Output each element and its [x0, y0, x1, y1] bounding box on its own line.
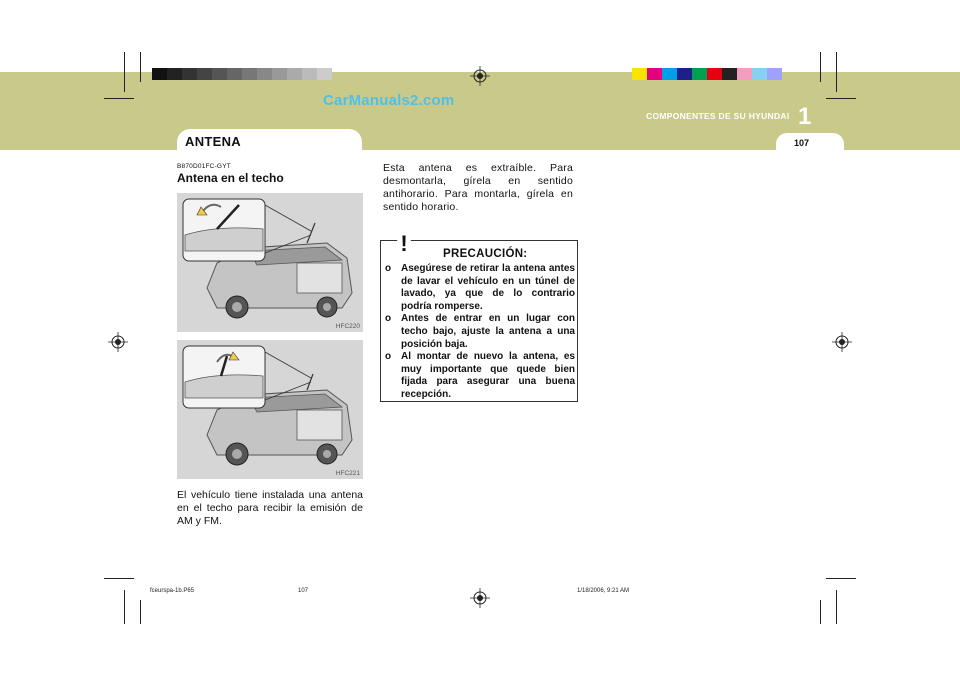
- chapter-title: COMPONENTES DE SU HYUNDAI: [646, 111, 790, 121]
- swatch: [242, 68, 257, 80]
- swatch: [182, 68, 197, 80]
- right-paragraph: Esta antena es extraíble. Para desmontarla, gírela en sentido antihorario. Para montarla, gírela en sentido horario.: [383, 162, 573, 213]
- swatch: [722, 68, 737, 80]
- car-illustration-icon: [177, 193, 363, 332]
- crop-mark: [836, 52, 837, 92]
- color-calibration-strip: [632, 68, 782, 80]
- caution-item-text: Al montar de nuevo la antena, es muy importante que quede bien fijada para asegurar una buena recepción.: [401, 351, 575, 400]
- swatch: [167, 68, 182, 80]
- bullet: o: [385, 313, 392, 325]
- caution-box: [380, 231, 578, 402]
- crop-mark: [104, 578, 134, 579]
- crop-mark: [124, 590, 125, 624]
- swatch: [662, 68, 677, 80]
- caution-item: [385, 313, 575, 351]
- caution-list: [385, 263, 575, 402]
- caution-item-text: Asegúrese de retirar la antena antes de lavar el vehículo en un túnel de lavado, ya que de lo contrario podría romperse.: [401, 263, 575, 312]
- left-paragraph: El vehículo tiene instalada una antena en el techo para recibir la emisión de AM y FM.: [177, 489, 363, 527]
- subsection-code: B870D01FC-GYT: [177, 163, 231, 170]
- swatch: [317, 68, 332, 80]
- swatch: [752, 68, 767, 80]
- caution-item: [385, 263, 575, 313]
- swatch: [707, 68, 722, 80]
- swatch: [647, 68, 662, 80]
- swatch: [152, 68, 167, 80]
- swatch: [257, 68, 272, 80]
- crop-mark: [836, 590, 837, 624]
- swatch: [272, 68, 287, 80]
- subsection-heading: Antena en el techo: [177, 171, 284, 185]
- car-illustration-icon: [177, 340, 363, 479]
- figure-antenna-removed: [177, 193, 363, 332]
- swatch: [632, 68, 647, 80]
- footer-date: 1/18/2006, 9:21 AM: [577, 588, 630, 594]
- crop-mark: [104, 98, 134, 99]
- swatch: [302, 68, 317, 80]
- registration-mark-icon: [832, 332, 852, 352]
- caution-item: [385, 351, 575, 401]
- swatch: [227, 68, 242, 80]
- crop-mark: [820, 600, 821, 624]
- swatch: [692, 68, 707, 80]
- gray-calibration-strip: [152, 68, 332, 80]
- crop-mark: [124, 52, 125, 92]
- caution-title: PRECAUCIÓN:: [443, 248, 528, 260]
- swatch: [287, 68, 302, 80]
- bullet: o: [385, 351, 392, 363]
- crop-mark: [140, 600, 141, 624]
- section-title: ANTENA: [185, 134, 241, 149]
- figure-antenna-installed: [177, 340, 363, 479]
- figure-code: HFC221: [335, 470, 360, 477]
- crop-mark: [820, 52, 821, 82]
- crop-mark: [826, 578, 856, 579]
- chapter-number: 1: [798, 103, 812, 130]
- footer-file: fceurspa-1b.P65: [150, 588, 195, 594]
- swatch: [767, 68, 782, 80]
- figure-code: HFC220: [335, 323, 360, 330]
- swatch: [677, 68, 692, 80]
- footer-page: 107: [298, 588, 309, 594]
- crop-mark: [140, 52, 141, 82]
- page-number-tab: [776, 133, 844, 155]
- caution-item-text: Antes de entrar en un lugar con techo bajo, ajuste la antena a una posición baja.: [401, 313, 575, 350]
- swatch: [737, 68, 752, 80]
- page-number: 107: [794, 138, 810, 148]
- registration-mark-icon: [470, 588, 490, 608]
- warning-triangle-icon: [389, 227, 419, 255]
- crop-mark: [826, 98, 856, 99]
- registration-mark-icon: [470, 66, 490, 86]
- section-tab: [177, 129, 362, 155]
- bullet: o: [385, 263, 392, 274]
- watermark-link[interactable]: CarManuals2.com: [323, 92, 455, 109]
- swatch: [197, 68, 212, 80]
- svg-text:!: !: [400, 231, 408, 255]
- registration-mark-icon: [108, 332, 128, 352]
- swatch: [212, 68, 227, 80]
